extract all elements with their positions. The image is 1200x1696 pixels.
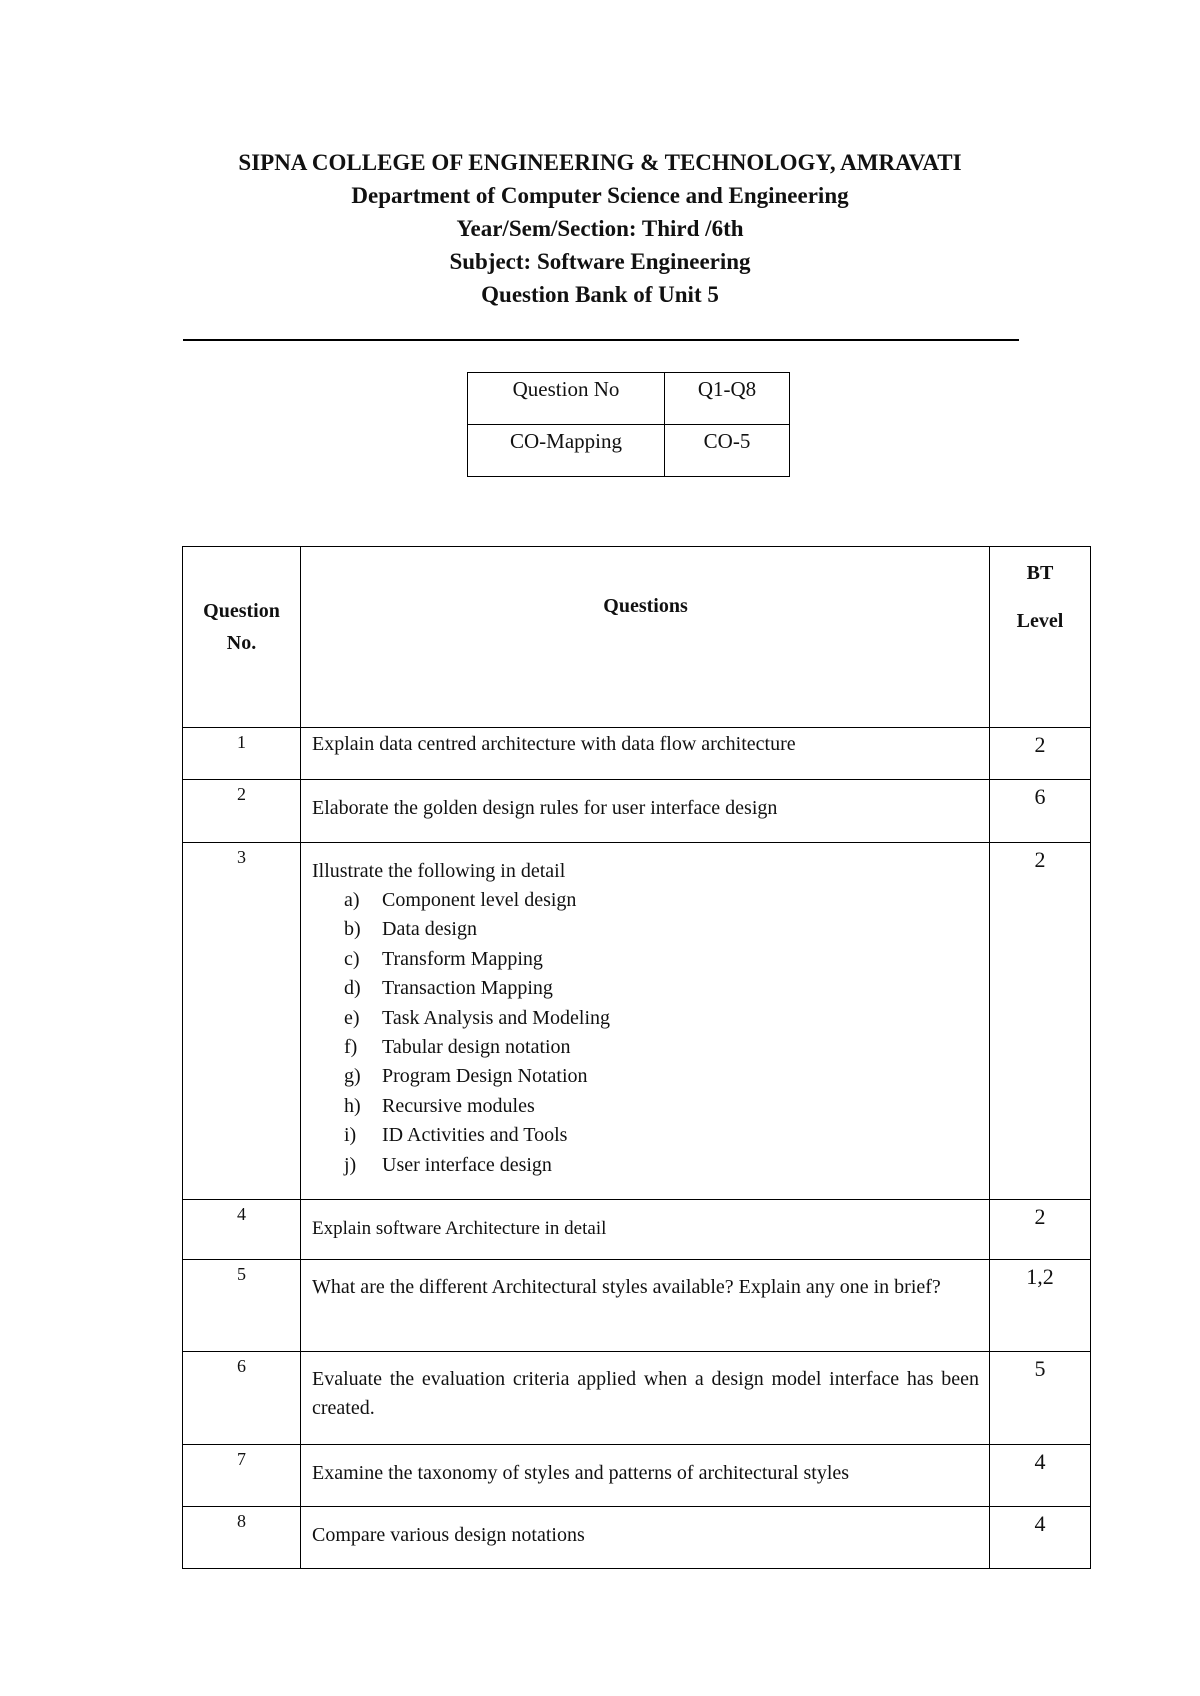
list-item-text: Tabular design notation — [382, 1036, 571, 1059]
table-row — [183, 1445, 1091, 1507]
question-text: What are the different Architectural styles available? Explain any one in brief? — [312, 1276, 941, 1298]
question-text-cell — [301, 1352, 990, 1445]
bt-level-cell — [990, 728, 1091, 780]
list-item — [312, 1062, 979, 1091]
list-item — [312, 915, 979, 944]
question-number: 7 — [237, 1449, 246, 1469]
mapping-label: Question No — [468, 373, 665, 425]
list-item-text: Transform Mapping — [382, 947, 543, 970]
bt-level-cell — [990, 780, 1091, 843]
document-title: Question Bank of Unit 5 — [481, 282, 719, 307]
table-row — [183, 843, 1091, 1200]
question-number-cell — [183, 843, 301, 1200]
header-divider — [183, 339, 1019, 341]
list-item-letter: b) — [344, 918, 361, 941]
question-text-cell — [301, 728, 990, 780]
bt-level-cell — [990, 1352, 1091, 1445]
list-item — [312, 1121, 979, 1150]
table-row — [468, 373, 790, 425]
bt-level-cell — [990, 1445, 1091, 1507]
header-questions: Questions — [301, 547, 990, 728]
college-name: SIPNA COLLEGE OF ENGINEERING & TECHNOLOGY, AMRAVATI — [238, 150, 962, 175]
table-row — [468, 425, 790, 477]
list-item — [312, 945, 979, 974]
table-row — [183, 1260, 1091, 1352]
list-item-text: Component level design — [382, 889, 577, 911]
list-item — [312, 1033, 979, 1062]
question-number-cell — [183, 1260, 301, 1352]
bt-level-cell — [990, 1507, 1091, 1569]
list-item — [312, 886, 979, 915]
question-number: 2 — [237, 784, 246, 804]
question-text-cell — [301, 1445, 990, 1507]
question-number: 8 — [237, 1511, 246, 1531]
question-number: 4 — [237, 1204, 246, 1224]
list-item-letter: a) — [344, 889, 360, 911]
question-number: 5 — [237, 1264, 246, 1284]
table-row — [183, 1352, 1091, 1445]
header-question-no-line2: No. — [226, 632, 257, 654]
question-number-cell — [183, 1445, 301, 1507]
list-item-letter: g) — [344, 1065, 361, 1088]
bt-level: 1,2 — [1026, 1264, 1054, 1289]
table-row — [183, 728, 1091, 780]
list-item-letter: i) — [344, 1124, 357, 1147]
question-text-cell — [301, 1260, 990, 1352]
question-text-cell — [301, 1507, 990, 1569]
list-item-text: Program Design Notation — [382, 1065, 588, 1088]
list-item-letter: j) — [344, 1153, 357, 1176]
question-number-cell — [183, 728, 301, 780]
mapping-value: CO-5 — [665, 425, 790, 477]
question-text: Explain data centred architecture with data flow architecture — [312, 733, 796, 755]
header-question-no — [183, 547, 301, 728]
question-text: Elaborate the golden design rules for user interface design — [312, 797, 778, 819]
question-table — [182, 546, 1091, 1569]
bt-level-cell — [990, 1260, 1091, 1352]
list-item — [312, 974, 979, 1003]
bt-level: 2 — [1034, 1204, 1046, 1229]
header-question-no-line1: Question — [203, 600, 280, 622]
question-number-cell — [183, 1507, 301, 1569]
department-name: Department of Computer Science and Engineering — [351, 183, 849, 208]
mapping-label: CO-Mapping — [468, 425, 665, 477]
table-row — [183, 1507, 1091, 1569]
bt-level: 4 — [1034, 1511, 1046, 1536]
co-mapping-table — [467, 372, 790, 477]
list-item — [312, 1151, 979, 1180]
question-text: Evaluate the evaluation criteria applied when a design model interface has been created. — [312, 1368, 979, 1419]
bt-level-cell — [990, 1200, 1091, 1260]
question-text: Illustrate the following in detail — [312, 860, 566, 882]
bt-level: 2 — [1034, 732, 1046, 757]
year-sem-section: Year/Sem/Section: Third /6th — [456, 216, 744, 241]
list-item — [312, 1092, 979, 1121]
table-header-row — [183, 547, 1091, 728]
bt-level: 6 — [1034, 784, 1046, 809]
question-text-cell — [301, 843, 990, 1200]
header-bt-line1: BT — [1026, 562, 1054, 584]
list-item-letter: f) — [344, 1036, 358, 1059]
question-text: Compare various design notations — [312, 1524, 585, 1546]
question-text: Explain software Architecture in detail — [312, 1218, 607, 1239]
list-item-letter: c) — [344, 947, 360, 970]
question-number: 3 — [237, 847, 246, 867]
list-item-letter: d) — [344, 977, 361, 1000]
question-text: Examine the taxonomy of styles and patterns of architectural styles — [312, 1462, 850, 1484]
list-item-letter: h) — [344, 1094, 361, 1117]
header-bt-level — [990, 547, 1091, 728]
list-item-text: Data design — [382, 918, 477, 941]
question-number-cell — [183, 780, 301, 843]
question-number-cell — [183, 1200, 301, 1260]
list-item-text: User interface design — [382, 1153, 552, 1176]
question-text-cell — [301, 1200, 990, 1260]
document-header — [0, 146, 1200, 311]
bt-level: 4 — [1034, 1449, 1046, 1474]
list-item-letter: e) — [344, 1006, 360, 1029]
list-item-text: Task Analysis and Modeling — [382, 1006, 611, 1029]
list-item-text: Recursive modules — [382, 1094, 535, 1117]
question-number: 1 — [237, 732, 246, 752]
question-number: 6 — [237, 1356, 246, 1376]
list-item-text: ID Activities and Tools — [382, 1124, 568, 1147]
header-bt-line2: Level — [1016, 610, 1064, 632]
mapping-value: Q1-Q8 — [665, 373, 790, 425]
bt-level-cell — [990, 843, 1091, 1200]
list-item-text: Transaction Mapping — [382, 977, 553, 1000]
table-row — [183, 1200, 1091, 1260]
table-row — [183, 780, 1091, 843]
subject-name: Subject: Software Engineering — [449, 249, 751, 274]
bt-level: 5 — [1034, 1356, 1046, 1381]
bt-level: 2 — [1034, 847, 1046, 872]
list-item — [312, 1004, 979, 1033]
question-text-cell — [301, 780, 990, 843]
question-number-cell — [183, 1352, 301, 1445]
